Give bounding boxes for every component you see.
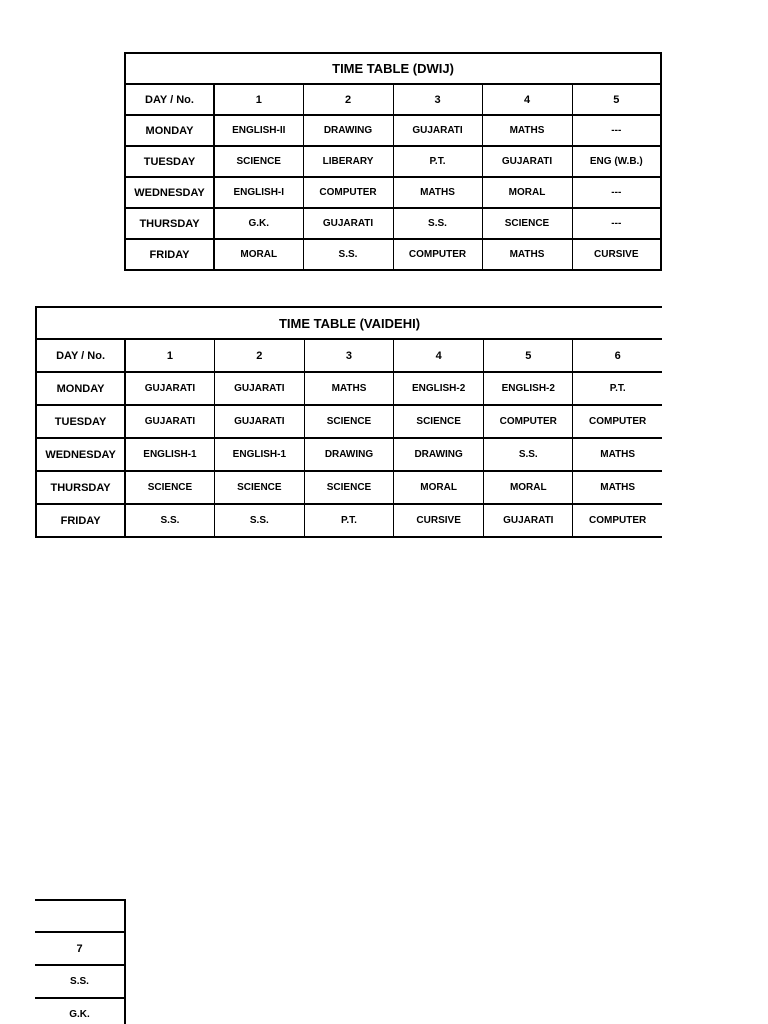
subject-cell: MORAL bbox=[482, 177, 572, 208]
column-header-period: 5 bbox=[484, 339, 573, 372]
column-header-period: 1 bbox=[214, 84, 303, 115]
table-row bbox=[35, 998, 125, 1024]
subject-cell: COMPUTER bbox=[484, 405, 573, 438]
subject-cell: SCIENCE bbox=[214, 471, 304, 504]
column-header-day: DAY / No. bbox=[36, 339, 125, 372]
subject-cell: SCIENCE bbox=[304, 471, 393, 504]
subject-cell: ENGLISH-1 bbox=[125, 438, 214, 471]
column-header-period: 7 bbox=[35, 932, 125, 965]
subject-cell: GUJARATI bbox=[482, 146, 572, 177]
column-header-period: 5 bbox=[572, 84, 661, 115]
timetable-dwij bbox=[124, 52, 662, 271]
day-label: WEDNESDAY bbox=[36, 438, 125, 471]
timetable-header-row bbox=[36, 339, 662, 372]
subject-cell: SCIENCE bbox=[304, 405, 393, 438]
subject-cell: P.T. bbox=[393, 146, 482, 177]
timetable-title: TIME TABLE (DWIJ) bbox=[125, 53, 661, 84]
subject-cell: ENG (W.B.) bbox=[572, 146, 661, 177]
subject-cell: GUJARATI bbox=[214, 372, 304, 405]
subject-cell: CURSIVE bbox=[572, 239, 661, 270]
day-label: WEDNESDAY bbox=[125, 177, 214, 208]
timetable-title-row bbox=[125, 53, 661, 84]
subject-cell: MATHS bbox=[482, 115, 572, 146]
subject-cell: COMPUTER bbox=[303, 177, 393, 208]
subject-cell: S.S. bbox=[393, 208, 482, 239]
day-label: TUESDAY bbox=[36, 405, 125, 438]
subject-cell: S.S. bbox=[484, 438, 573, 471]
subject-cell: G.K. bbox=[214, 208, 303, 239]
column-header-period: 6 bbox=[573, 339, 662, 372]
subject-cell: MATHS bbox=[573, 471, 662, 504]
subject-cell: ENGLISH-I bbox=[214, 177, 303, 208]
subject-cell: --- bbox=[572, 208, 661, 239]
subject-cell: S.S. bbox=[35, 965, 125, 998]
subject-cell: LIBERARY bbox=[303, 146, 393, 177]
table-row bbox=[36, 405, 662, 438]
subject-cell: SCIENCE bbox=[214, 146, 303, 177]
day-label: FRIDAY bbox=[60, 514, 101, 527]
subject-cell: COMPUTER bbox=[573, 405, 662, 438]
timetable-title-row bbox=[36, 307, 662, 339]
subject-cell: DRAWING bbox=[303, 115, 393, 146]
subject-cell: S.S. bbox=[303, 239, 393, 270]
subject-cell: MORAL bbox=[394, 471, 484, 504]
day-label: FRIDAY bbox=[125, 239, 214, 270]
day-label: THURSDAY bbox=[36, 471, 125, 504]
table-row bbox=[36, 438, 662, 471]
subject-cell: GUJARATI bbox=[484, 504, 573, 537]
table-row bbox=[36, 471, 662, 504]
subject-cell: ENGLISH-1 bbox=[214, 438, 304, 471]
table-row bbox=[36, 504, 662, 537]
column-header-period: 2 bbox=[303, 84, 393, 115]
table-row bbox=[35, 965, 125, 998]
table-row bbox=[125, 146, 661, 177]
subject-cell: --- bbox=[572, 177, 661, 208]
subject-cell: MATHS bbox=[304, 372, 393, 405]
subject-cell: S.S. bbox=[214, 504, 304, 537]
subject-cell: ENGLISH-2 bbox=[484, 372, 573, 405]
subject-cell: MORAL bbox=[214, 239, 303, 270]
subject-cell: GUJARATI bbox=[125, 372, 214, 405]
subject-cell: --- bbox=[572, 115, 661, 146]
timetable-overflow-column bbox=[35, 899, 126, 1024]
subject-cell: MORAL bbox=[484, 471, 573, 504]
subject-cell: MATHS bbox=[482, 239, 572, 270]
subject-cell: DRAWING bbox=[304, 438, 393, 471]
timetable-title: TIME TABLE (VAIDEHI) bbox=[36, 307, 662, 339]
table-row bbox=[125, 177, 661, 208]
column-header-period: 1 bbox=[125, 339, 214, 372]
subject-cell: COMPUTER bbox=[393, 239, 482, 270]
subject-cell: GUJARATI bbox=[393, 115, 482, 146]
subject-cell: ENGLISH-2 bbox=[394, 372, 484, 405]
day-label: MONDAY bbox=[36, 372, 125, 405]
table-row bbox=[36, 372, 662, 405]
subject-cell: GUJARATI bbox=[125, 405, 214, 438]
subject-cell: G.K. bbox=[35, 998, 125, 1024]
table-row bbox=[125, 239, 661, 270]
column-header-period: 3 bbox=[393, 84, 482, 115]
column-header-period: 3 bbox=[304, 339, 393, 372]
subject-cell: P.T. bbox=[304, 504, 393, 537]
table-row bbox=[125, 208, 661, 239]
subject-cell: CURSIVE bbox=[394, 504, 484, 537]
subject-cell: SCIENCE bbox=[394, 405, 484, 438]
column-header-period: 2 bbox=[214, 339, 304, 372]
subject-cell: SCIENCE bbox=[482, 208, 572, 239]
subject-cell: ENGLISH-II bbox=[214, 115, 303, 146]
day-label: MONDAY bbox=[125, 115, 214, 146]
subject-cell: SCIENCE bbox=[125, 471, 214, 504]
subject-cell: P.T. bbox=[573, 372, 662, 405]
overflow-title-row bbox=[35, 900, 125, 932]
subject-cell: S.S. bbox=[125, 504, 214, 537]
timetable-vaidehi bbox=[35, 306, 662, 538]
subject-cell: MATHS bbox=[573, 438, 662, 471]
overflow-title-cell bbox=[35, 900, 125, 932]
timetable-header-row bbox=[35, 932, 125, 965]
timetable-header-row bbox=[125, 84, 661, 115]
table-row bbox=[125, 115, 661, 146]
subject-cell: MATHS bbox=[393, 177, 482, 208]
subject-cell: GUJARATI bbox=[214, 405, 304, 438]
subject-cell: GUJARATI bbox=[303, 208, 393, 239]
column-header-period: 4 bbox=[394, 339, 484, 372]
column-header-day: DAY / No. bbox=[125, 84, 214, 115]
subject-cell: DRAWING bbox=[394, 438, 484, 471]
day-label: TUESDAY bbox=[125, 146, 214, 177]
column-header-period: 4 bbox=[482, 84, 572, 115]
subject-cell: COMPUTER bbox=[573, 504, 662, 537]
day-label: THURSDAY bbox=[125, 208, 214, 239]
